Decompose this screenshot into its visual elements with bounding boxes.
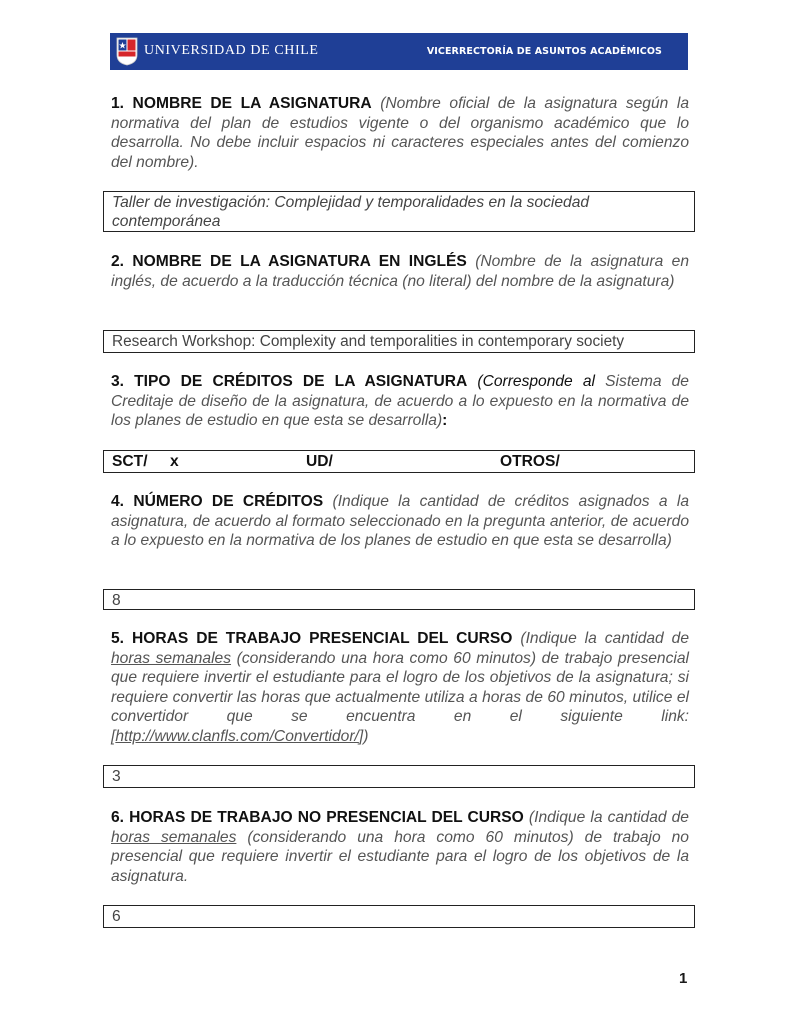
section-5-heading: 5. HORAS DE TRABAJO PRESENCIAL DEL CURSO — [111, 630, 513, 647]
section-5-description-c: ]) — [358, 727, 369, 745]
section-5-weekly-hours: horas semanales — [111, 649, 232, 667]
university-name: UNIVERSIDAD DE CHILE — [144, 43, 319, 58]
section-3-description-a: (Corresponde al — [477, 373, 596, 390]
header-banner — [110, 33, 688, 70]
section-2-description: (Nombre de la asignatura en inglés, de acuerdo a la traducción técnica (no literal) del nombre de la asignatura) — [111, 253, 689, 290]
presential-hours-field[interactable] — [103, 765, 695, 788]
section-6-description-a: (Indique la cantidad de — [528, 809, 689, 826]
sct-mark[interactable]: x — [170, 453, 179, 470]
ud-label: UD/ — [306, 453, 333, 470]
converter-link[interactable]: http://www.clanfls.com/Convertidor/ — [115, 727, 359, 745]
credits-number-value: 8 — [112, 592, 121, 609]
page-number: 1 — [679, 970, 688, 987]
section-2-text — [111, 252, 689, 291]
section-6-description-b: (considerando una hora como 60 minutos) de trabajo no presencial que requiere invertir el estudiante para el logro de los objetivos de la asignatura. — [111, 828, 689, 885]
section-4-description: (Indique la cantidad de créditos asignados a la asignatura, de acuerdo al formato seleccionado en la pregunta anterior, de acuerdo a lo expuesto en la normativa de los planes de estudio en que esta se desarrolla) — [111, 493, 689, 549]
course-name-value: Taller de investigación: Complejidad y temporalidades en la sociedad contemporánea — [112, 194, 590, 230]
section-1-text — [111, 94, 689, 172]
credits-number-field[interactable] — [103, 589, 695, 610]
otros-label: OTROS/ — [500, 453, 560, 470]
english-name-value: Research Workshop: Complexity and temporalities in contemporary society — [112, 333, 625, 350]
university-seal-icon — [116, 37, 138, 66]
section-3-heading: 3. TIPO DE CRÉDITOS DE LA ASIGNATURA — [111, 373, 468, 390]
section-3-colon: : — [442, 412, 448, 429]
section-4-text — [111, 492, 689, 551]
section-2-heading: 2. NOMBRE DE LA ASIGNATURA EN INGLÉS — [111, 253, 467, 270]
non-presential-hours-field[interactable] — [103, 905, 695, 928]
section-6-weekly-hours: horas semanales — [111, 828, 237, 846]
english-name-field[interactable] — [103, 330, 695, 353]
credit-type-field[interactable] — [103, 450, 695, 473]
vicerrectoria-label: VICERRECTORÍA DE ASUNTOS ACADÉMICOS — [426, 46, 662, 57]
non-presential-hours-value: 6 — [112, 908, 121, 925]
section-1-description: (Nombre oficial de la asignatura según la normativa del plan de estudios vigente o del organismo académico que lo desarrolla. No debe incluir espacios ni caracteres especiales antes del comienzo del nombre). — [111, 95, 689, 171]
sct-label: SCT/ — [112, 453, 148, 470]
section-6-heading: 6. HORAS DE TRABAJO NO PRESENCIAL DEL CURSO — [111, 809, 524, 826]
section-4-heading: 4. NÚMERO DE CRÉDITOS — [111, 493, 324, 510]
section-1-heading: 1. NOMBRE DE LA ASIGNATURA — [111, 95, 372, 112]
section-6-text — [111, 808, 689, 886]
course-name-field[interactable] — [103, 191, 695, 232]
section-3-description-b: Sistema de Creditaje de diseño de la asignatura, de acuerdo a lo expuesto en la normativa de los planes de estudio en que esta se desarrolla) — [111, 373, 689, 429]
section-3-text — [111, 372, 689, 431]
section-5-description-b: (considerando una hora como 60 minutos) de trabajo presencial que requiere invertir el estudiante para el logro de los objetivos de la asignatura; si requiere convertir las horas que actualmente utiliza a horas de 60 minutos, utilice el convertidor que se encuentra en el siguiente link: [ — [111, 649, 689, 745]
presential-hours-value: 3 — [112, 768, 121, 785]
section-5-description-a: (Indique la cantidad de — [520, 630, 689, 647]
section-5-text — [111, 629, 689, 746]
